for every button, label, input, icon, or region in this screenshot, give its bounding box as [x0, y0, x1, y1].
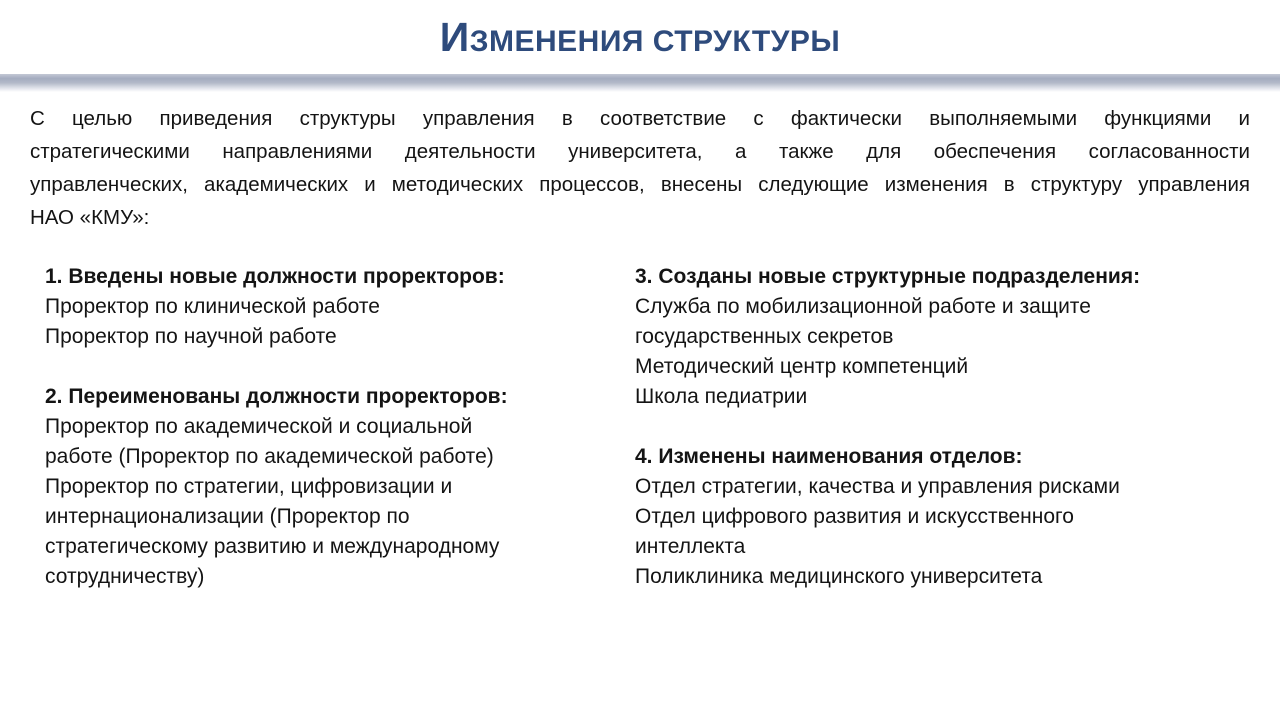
section-line: Отдел цифрового развития и искусственного — [635, 505, 1074, 528]
section-heading: 1. Введены новые должности проректоров: — [45, 265, 505, 288]
section-line: сотрудничеству) — [45, 565, 205, 588]
section-line: Проректор по стратегии, цифровизации и — [45, 475, 453, 498]
section-line: Проректор по научной работе — [45, 325, 337, 348]
intro-line: НАО «КМУ»: — [30, 206, 150, 229]
section-line: интернационализации (Проректор по — [45, 505, 410, 528]
intro-line: С целью приведения структуры управления в соответствие с фактически выполняемыми функциями и — [30, 107, 1250, 130]
section-line: работе (Проректор по академической работе) — [45, 445, 494, 468]
section-line: стратегическому развитию и международному — [45, 535, 500, 558]
section-renamed-positions — [45, 382, 600, 592]
intro-line: управленческих, академических и методических процессов, внесены следующие изменения в структуру управления — [30, 173, 1250, 196]
section-new-units — [635, 262, 1235, 412]
section-line: Школа педиатрии — [635, 385, 808, 408]
section-line: Проректор по клинической работе — [45, 295, 380, 318]
content-columns — [45, 262, 1280, 622]
title-divider — [0, 74, 1280, 92]
slide-title: ИЗМЕНЕНИЯ СТРУКТУРЫ — [439, 13, 841, 60]
section-heading: 3. Созданы новые структурные подразделения: — [635, 265, 1141, 288]
intro-line: стратегическими направлениями деятельности университета, а также для обеспечения согласованности — [30, 140, 1250, 163]
right-column — [635, 262, 1235, 622]
section-line: Методический центр компетенций — [635, 355, 969, 378]
section-line: Проректор по академической и социальной — [45, 415, 473, 438]
slide-header — [0, 0, 1280, 74]
section-new-positions — [45, 262, 600, 352]
section-line: Поликлиника медицинского университета — [635, 565, 1043, 588]
section-renamed-departments — [635, 442, 1235, 592]
section-heading: 4. Изменены наименования отделов: — [635, 445, 1023, 468]
section-line: интеллекта — [635, 535, 746, 558]
section-line: Отдел стратегии, качества и управления рисками — [635, 475, 1120, 498]
section-heading: 2. Переименованы должности проректоров: — [45, 385, 508, 408]
section-line: Служба по мобилизационной работе и защите — [635, 295, 1091, 318]
section-line: государственных секретов — [635, 325, 894, 348]
intro-paragraph — [30, 102, 1250, 234]
left-column — [45, 262, 600, 622]
